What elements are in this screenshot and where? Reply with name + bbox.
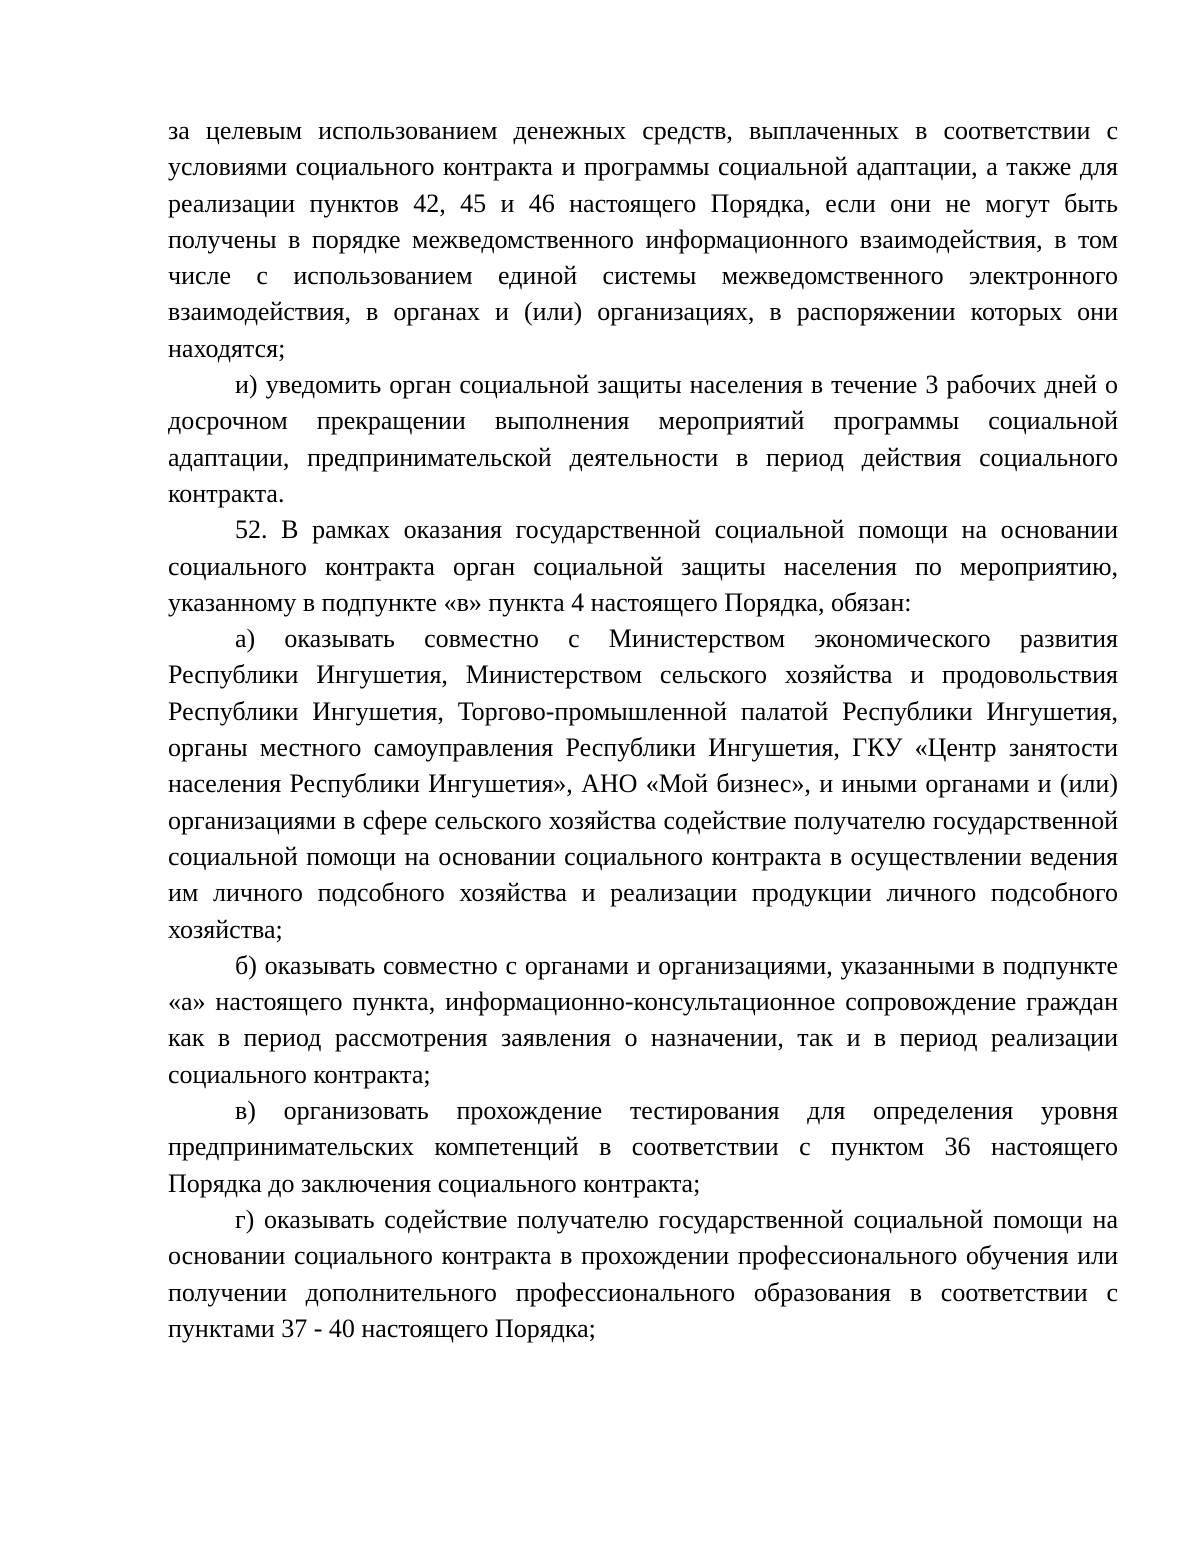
paragraph-item-g: г) оказывать содействие получателю государственной социальной помощи на основании социального контракта в прохождении профессионального обучения или получении дополнительного профессионального образования в соответствии с пунктами 37 - 40 настоящего Порядка; — [168, 1204, 1118, 1343]
paragraph-item-a: а) оказывать совместно с Министерством экономического развития Республики Ингушетия, Министерством сельского хозяйства и продовольствия Республики Ингушетия, Торгово-промышленной палатой Республики Ингушетия, органы местного самоуправления Республики Ингушетия, ГКУ «Центр занятости населения Республики Ингушетия», АНО «Мой бизнес», и иными органами и (или) организациями в сфере сельского хозяйства содействие получателю государственной социальной помощи на основании социального контракта в осуществлении ведения им личного подсобного хозяйства и реализации продукции личного подсобного хозяйства; — [168, 624, 1118, 944]
paragraph-continuation: за целевым использованием денежных средств, выплаченных в соответствии с условиями социального контракта и программы социальной адаптации, а также для реализации пунктов 42, 45 и 46 настоящего Порядка, если они не могут быть получены в порядке межведомственного информационного взаимодействия, в том числе с использованием единой системы межведомственного электронного взаимодействия, в органах и (или) организациях, в распоряжении которых они находятся; — [168, 116, 1118, 363]
paragraph-item-v: в) организовать прохождение тестирования для определения уровня предпринимательских компетенций в соответствии с пунктом 36 настоящего Порядка до заключения социального контракта; — [168, 1096, 1118, 1198]
paragraph-item-b: б) оказывать совместно с органами и организациями, указанными в подпункте «а» настоящего пункта, информационно-консультационное сопровождение граждан как в период рассмотрения заявления о назначении, так и в период реализации социального контракта; — [168, 950, 1118, 1089]
paragraph-item-i: и) уведомить орган социальной защиты населения в течение 3 рабочих дней о досрочном прекращении выполнения мероприятий программы социальной адаптации, предпринимательской деятельности в период действия социального контракта. — [168, 370, 1118, 508]
document-page — [168, 113, 1118, 1347]
paragraph-clause-52: 52. В рамках оказания государственной социальной помощи на основании социального контракта орган социальной защиты населения по мероприятию, указанному в подпункте «в» пункта 4 настоящего Порядка, обязан: — [168, 515, 1118, 617]
